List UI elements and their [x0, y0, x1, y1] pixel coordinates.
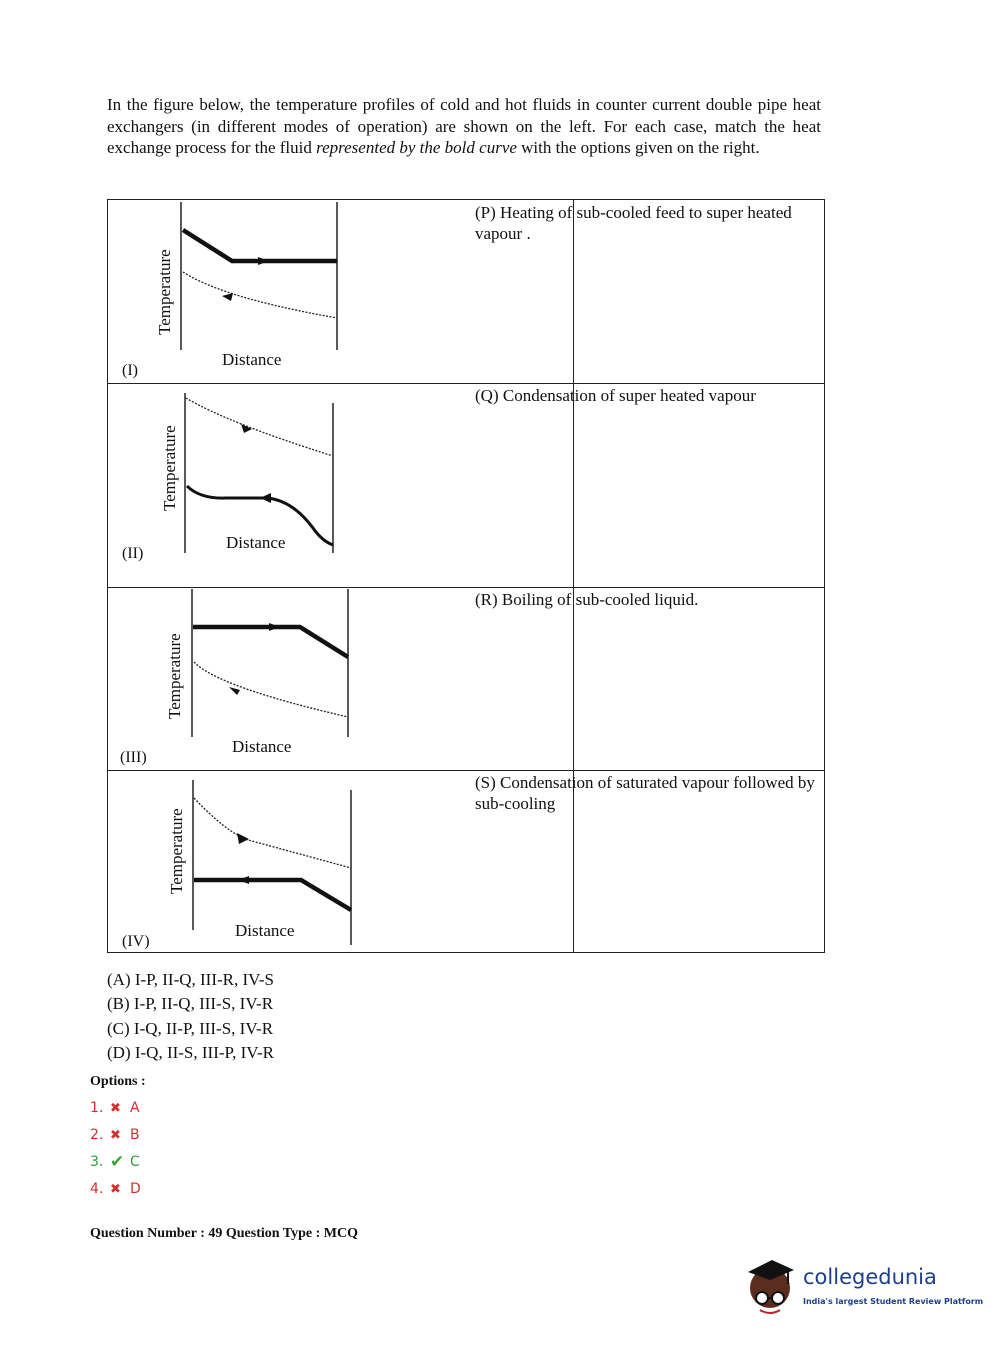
choice-2[interactable] — [90, 1122, 141, 1149]
cross-icon: ✖ — [110, 1127, 121, 1143]
y-axis-label: Temperature — [160, 425, 179, 511]
cross-icon: ✖ — [110, 1181, 121, 1197]
choice-letter: D — [130, 1180, 141, 1197]
profile-figure-2 — [108, 383, 466, 587]
question-info: Question Number : 49 Question Type : MCQ — [90, 1226, 358, 1241]
x-axis-label: Distance — [222, 350, 282, 369]
question-text-emphasis: represented by the bold curve — [316, 138, 517, 157]
y-axis-label: Temperature — [155, 249, 174, 335]
option-s: (S) Condensation of saturated vapour followed by sub-cooling — [475, 773, 815, 813]
profile-figure-3 — [108, 587, 466, 770]
options-label: Options : — [90, 1074, 146, 1089]
choice-number: 1. — [90, 1099, 104, 1116]
choice-letter: A — [130, 1099, 140, 1116]
choice-letter: B — [130, 1126, 140, 1143]
x-axis-label: Distance — [235, 921, 295, 940]
choice-1[interactable] — [90, 1095, 141, 1122]
row-number: (III) — [120, 749, 147, 766]
x-axis-label: Distance — [232, 737, 292, 756]
question-text-part2: with the options given on the right. — [516, 138, 760, 157]
answer-b: (B) I-P, II-Q, III-S, IV-R — [107, 994, 274, 1014]
option-p: (P) Heating of sub-cooled feed to super heated vapour . — [475, 203, 792, 243]
matching-table — [107, 199, 825, 953]
check-icon: ✔ — [110, 1151, 125, 1172]
row-number: (IV) — [122, 933, 150, 950]
y-axis-label: Temperature — [165, 633, 184, 719]
answer-d: (D) I-Q, II-S, III-P, IV-R — [107, 1042, 274, 1062]
choice-letter: C — [130, 1153, 140, 1170]
choice-4[interactable] — [90, 1176, 141, 1203]
answer-a: (A) I-P, II-Q, III-R, IV-S — [107, 970, 274, 989]
question-text-part1: In the figure below, the temperature profiles of cold and hot fluids in counter current double pipe heat exchangers (in different modes of operation) are shown on the left. For each case, match the heat exchange process for the fluid — [107, 95, 821, 157]
choice-number: 4. — [90, 1180, 104, 1197]
table-divider — [573, 200, 574, 952]
brand-name: collegedunia — [803, 1265, 937, 1289]
cross-icon: ✖ — [110, 1100, 121, 1116]
choice-list — [90, 1095, 141, 1203]
profile-figure-4 — [108, 770, 466, 954]
row-number: (II) — [122, 545, 144, 562]
x-axis-label: Distance — [226, 533, 286, 552]
option-q: (Q) Condensation of super heated vapour — [475, 386, 756, 405]
brand-tagline: India's largest Student Review Platform — [803, 1297, 984, 1306]
row-number: (I) — [122, 362, 138, 379]
answer-list — [107, 968, 274, 1065]
choice-number: 3. — [90, 1153, 104, 1170]
choice-3[interactable] — [90, 1149, 141, 1176]
profile-figure-1 — [108, 200, 466, 383]
answer-c: (C) I-Q, II-P, III-S, IV-R — [107, 1018, 274, 1038]
question-text — [107, 94, 821, 159]
option-r: (R) Boiling of sub-cooled liquid. — [475, 590, 699, 609]
choice-number: 2. — [90, 1126, 104, 1143]
y-axis-label: Temperature — [167, 808, 186, 894]
